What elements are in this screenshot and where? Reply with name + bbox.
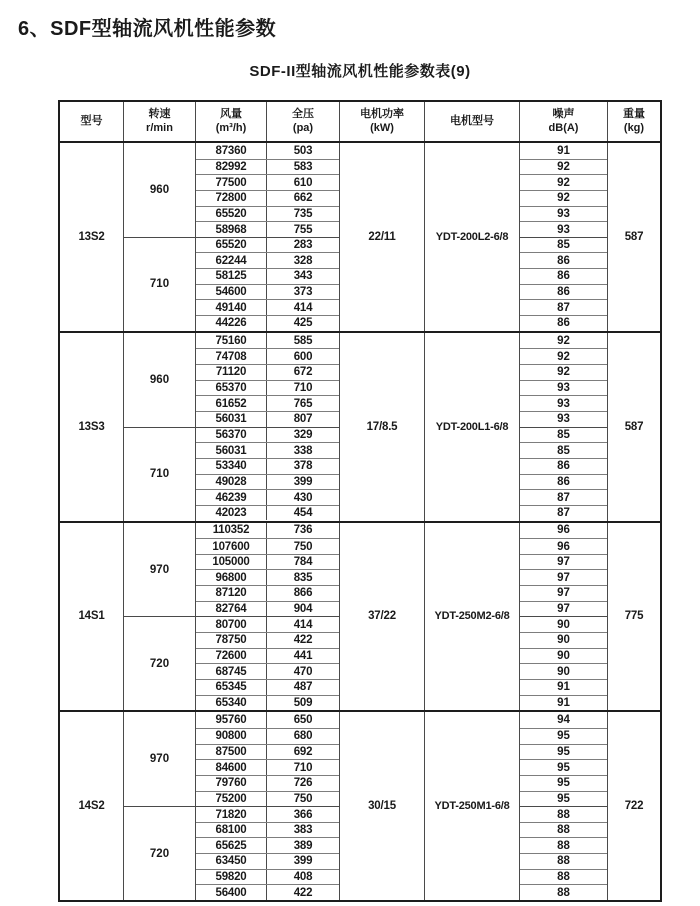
flow-cell: 74708 (196, 349, 267, 364)
flow-cell: 62244 (196, 253, 267, 268)
data-row (196, 489, 339, 505)
header-power-label: 电机功率 (360, 108, 404, 121)
noise-cell: 96 (520, 538, 607, 554)
data-row (196, 585, 339, 601)
pressure-cell: 736 (293, 524, 313, 537)
table-header-row (60, 102, 660, 143)
noise-column (520, 712, 608, 900)
data-row (196, 837, 339, 853)
flow-cell: 71820 (196, 807, 267, 822)
header-flow-unit: (m³/h) (215, 121, 247, 134)
pressure-cell: 726 (293, 777, 313, 790)
noise-cell: 87 (520, 489, 607, 505)
flow-cell: 42023 (196, 506, 267, 521)
speed-column (124, 333, 196, 521)
header-flow (196, 102, 267, 141)
flow-cell: 107600 (196, 539, 267, 554)
header-noise (520, 102, 608, 141)
data-row (196, 206, 339, 222)
data-row (196, 299, 339, 315)
noise-cell: 86 (520, 474, 607, 490)
data-row (196, 759, 339, 775)
noise-cell: 93 (520, 221, 607, 237)
pressure-cell: 866 (293, 587, 313, 600)
noise-cell: 91 (520, 695, 607, 711)
flow-cell: 56031 (196, 412, 267, 427)
noise-cell: 86 (520, 268, 607, 284)
data-row (196, 474, 339, 490)
motor-cell: YDT-200L2-6/8 (425, 143, 520, 331)
data-row (196, 284, 339, 300)
flow-cell: 54600 (196, 285, 267, 300)
noise-cell: 88 (520, 884, 607, 900)
noise-cell: 88 (520, 837, 607, 853)
pressure-cell: 680 (293, 730, 313, 743)
pressure-cell: 784 (293, 556, 313, 569)
pressure-cell: 454 (293, 507, 313, 520)
header-power (340, 102, 425, 141)
noise-column (520, 143, 608, 331)
pressure-cell: 425 (293, 317, 313, 330)
noise-cell: 97 (520, 585, 607, 601)
noise-cell: 86 (520, 315, 607, 331)
noise-cell: 97 (520, 569, 607, 585)
noise-cell: 95 (520, 791, 607, 807)
data-row (196, 348, 339, 364)
noise-cell: 95 (520, 775, 607, 791)
pressure-cell: 441 (293, 650, 313, 662)
pressure-cell: 366 (293, 808, 313, 821)
header-motor-label: 电机型号 (450, 114, 494, 127)
data-row (196, 523, 339, 539)
pressure-cell: 650 (293, 714, 313, 727)
flow-cell: 87500 (196, 745, 267, 760)
flow-cell: 65340 (196, 696, 267, 711)
flow-cell: 87120 (196, 586, 267, 601)
flow-cell: 65520 (196, 207, 267, 222)
data-row (196, 648, 339, 664)
power-cell: 22/11 (340, 143, 425, 331)
noise-cell: 85 (520, 442, 607, 458)
model-cell: 14S2 (60, 712, 124, 900)
data-row (196, 252, 339, 268)
flow-cell: 77500 (196, 175, 267, 190)
noise-cell: 95 (520, 728, 607, 744)
power-cell: 37/22 (340, 523, 425, 711)
data-row (196, 268, 339, 284)
pressure-cell: 408 (293, 871, 313, 884)
table-section-14S2 (60, 710, 660, 900)
data-row (196, 237, 339, 253)
noise-cell: 95 (520, 744, 607, 760)
flow-cell: 105000 (196, 555, 267, 570)
speed-column (124, 712, 196, 900)
weight-cell: 722 (624, 800, 644, 813)
noise-cell: 93 (520, 411, 607, 427)
pressure-cell: 904 (293, 603, 313, 616)
data-row (196, 806, 339, 822)
table-section-14S1 (60, 521, 660, 711)
data-row (196, 728, 339, 744)
header-speed (124, 102, 196, 141)
noise-cell: 95 (520, 759, 607, 775)
pressure-cell: 328 (293, 254, 313, 267)
flow-cell: 56370 (196, 428, 267, 443)
pressure-cell: 710 (293, 761, 313, 774)
noise-cell: 91 (520, 679, 607, 695)
noise-cell: 92 (557, 334, 570, 347)
power-cell: 17/8.5 (340, 333, 425, 521)
table-section-13S3 (60, 331, 660, 521)
speed-cell: 970 (149, 753, 170, 766)
model-cell: 13S2 (60, 143, 124, 331)
flow-cell: 44226 (196, 316, 267, 331)
flow-cell: 58125 (196, 269, 267, 284)
noise-cell: 93 (520, 380, 607, 396)
pressure-cell: 662 (293, 192, 313, 205)
pressure-cell: 373 (293, 286, 313, 299)
page-title: 6、SDF型轴流风机性能参数 (18, 18, 277, 40)
header-model (60, 102, 124, 141)
data-row (196, 458, 339, 474)
header-weight (608, 102, 660, 141)
data-row (196, 442, 339, 458)
pressure-cell: 710 (293, 382, 313, 395)
weight-cell: 587 (624, 230, 644, 243)
data-row (196, 159, 339, 175)
noise-cell: 90 (520, 663, 607, 679)
speed-cell: 960 (149, 183, 170, 196)
header-model-label: 型号 (80, 114, 103, 127)
data-row (196, 695, 339, 711)
header-speed-label: 转速 (148, 108, 171, 121)
data-row (196, 869, 339, 885)
flow-cell: 72600 (196, 649, 267, 664)
pressure-cell: 583 (293, 160, 313, 173)
data-row (196, 364, 339, 380)
pressure-cell: 692 (293, 745, 313, 758)
data-row (196, 663, 339, 679)
flow-cell: 82992 (196, 160, 267, 175)
table-section-13S2 (60, 143, 660, 331)
model-cell: 13S3 (60, 333, 124, 521)
noise-cell: 93 (520, 395, 607, 411)
power-cell: 30/15 (340, 712, 425, 900)
pressure-cell: 378 (293, 460, 313, 473)
noise-cell: 97 (520, 601, 607, 617)
flow-cell: 61652 (196, 396, 267, 411)
noise-cell: 85 (520, 237, 607, 253)
flow-cell: 53340 (196, 459, 267, 474)
data-row (196, 601, 339, 617)
pressure-cell: 750 (293, 792, 313, 805)
model-cell: 14S1 (60, 523, 124, 711)
speed-cell: 710 (124, 237, 195, 331)
data-row (196, 190, 339, 206)
speed-cell: 970 (149, 563, 170, 576)
data-row (196, 411, 339, 427)
noise-cell: 92 (520, 348, 607, 364)
data-row (196, 333, 339, 349)
data-row (196, 744, 339, 760)
pressure-cell: 585 (293, 334, 313, 347)
flow-cell: 56400 (196, 885, 267, 900)
header-speed-unit: r/min (146, 121, 173, 134)
speed-cell: 710 (124, 427, 195, 521)
speed-cell: 720 (124, 806, 195, 900)
data-row (196, 616, 339, 632)
speed-cell: 960 (149, 373, 170, 386)
flow-cell: 46239 (196, 490, 267, 505)
pressure-cell: 399 (293, 855, 313, 868)
motor-cell: YDT-200L1-6/8 (425, 333, 520, 521)
data-row (196, 554, 339, 570)
flow-cell: 80700 (196, 617, 267, 632)
noise-cell: 86 (520, 458, 607, 474)
data-row (196, 712, 339, 728)
pressure-cell: 399 (293, 475, 313, 488)
pressure-cell: 487 (293, 681, 313, 694)
speed-cell: 720 (124, 616, 195, 710)
noise-cell: 94 (557, 714, 570, 727)
noise-cell: 87 (520, 299, 607, 315)
pressure-cell: 509 (293, 696, 313, 709)
data-row (196, 221, 339, 237)
noise-cell: 97 (520, 554, 607, 570)
data-row (196, 395, 339, 411)
flow-cell: 71120 (196, 365, 267, 380)
speed-column (124, 523, 196, 711)
data-row (196, 174, 339, 190)
noise-cell: 90 (520, 616, 607, 632)
header-weight-label: 重量 (623, 108, 645, 121)
pressure-cell: 835 (293, 571, 313, 584)
pressure-cell: 383 (293, 824, 313, 837)
pressure-cell: 283 (293, 239, 313, 252)
flow-cell: 87360 (196, 143, 267, 159)
flow-cell: 65625 (196, 838, 267, 853)
data-row (196, 380, 339, 396)
noise-cell: 86 (520, 252, 607, 268)
flow-cell: 65520 (196, 238, 267, 253)
performance-table (58, 100, 662, 902)
flow-pressure-column (196, 712, 340, 900)
motor-cell: YDT-250M2-6/8 (425, 523, 520, 711)
data-row (196, 822, 339, 838)
flow-cell: 65370 (196, 381, 267, 396)
noise-column (520, 523, 608, 711)
data-row (196, 505, 339, 521)
weight-cell: 587 (624, 420, 644, 433)
table-subtitle: SDF-II型轴流风机性能参数表(9) (249, 63, 471, 80)
pressure-cell: 470 (293, 665, 313, 678)
flow-cell: 110352 (196, 523, 267, 539)
flow-cell: 75200 (196, 792, 267, 807)
noise-cell: 90 (520, 632, 607, 648)
flow-pressure-column (196, 333, 340, 521)
flow-cell: 56031 (196, 443, 267, 458)
flow-cell: 49028 (196, 475, 267, 490)
pressure-cell: 414 (293, 618, 313, 631)
data-row (196, 884, 339, 900)
noise-cell: 88 (520, 853, 607, 869)
flow-cell: 79760 (196, 776, 267, 791)
pressure-cell: 750 (293, 540, 313, 553)
data-row (196, 427, 339, 443)
flow-pressure-column (196, 143, 340, 331)
speed-column (124, 143, 196, 331)
pressure-cell: 672 (293, 366, 313, 379)
motor-cell: YDT-250M1-6/8 (425, 712, 520, 900)
noise-cell: 88 (520, 869, 607, 885)
pressure-cell: 422 (293, 634, 313, 647)
data-row (196, 632, 339, 648)
flow-cell: 96800 (196, 570, 267, 585)
pressure-cell: 389 (293, 839, 313, 852)
flow-cell: 59820 (196, 870, 267, 885)
data-row (196, 538, 339, 554)
noise-cell: 88 (520, 806, 607, 822)
flow-cell: 58968 (196, 222, 267, 237)
header-noise-unit: dB(A) (548, 121, 579, 134)
pressure-cell: 338 (293, 444, 313, 457)
data-row (196, 569, 339, 585)
flow-pressure-column (196, 523, 340, 711)
pressure-cell: 414 (293, 301, 313, 314)
noise-cell: 96 (557, 524, 570, 537)
flow-cell: 65345 (196, 680, 267, 695)
pressure-cell: 343 (293, 270, 313, 283)
noise-cell: 92 (520, 364, 607, 380)
data-row (196, 315, 339, 331)
header-weight-unit: (kg) (623, 121, 645, 134)
flow-cell: 49140 (196, 300, 267, 315)
flow-cell: 84600 (196, 760, 267, 775)
pressure-cell: 765 (293, 397, 313, 410)
noise-cell: 87 (520, 505, 607, 521)
header-power-unit: (kW) (370, 121, 394, 134)
noise-cell: 91 (557, 144, 570, 157)
flow-cell: 68100 (196, 823, 267, 838)
table-body (60, 143, 660, 900)
noise-cell: 85 (520, 427, 607, 443)
noise-cell: 92 (520, 159, 607, 175)
pressure-cell: 430 (293, 491, 313, 504)
weight-cell: 775 (624, 610, 644, 623)
header-noise-label: 噪声 (552, 108, 575, 121)
flow-cell: 75160 (196, 333, 267, 349)
pressure-cell: 755 (293, 223, 313, 236)
pressure-cell: 610 (293, 176, 313, 189)
flow-cell: 72800 (196, 191, 267, 206)
noise-cell: 86 (520, 284, 607, 300)
flow-cell: 95760 (196, 712, 267, 728)
noise-column (520, 333, 608, 521)
header-motor (425, 102, 520, 141)
flow-cell: 63450 (196, 854, 267, 869)
data-row (196, 791, 339, 807)
flow-cell: 82764 (196, 602, 267, 617)
header-pressure-label: 全压 (292, 108, 314, 121)
data-row (196, 679, 339, 695)
data-row (196, 853, 339, 869)
data-row (196, 143, 339, 159)
flow-cell: 68745 (196, 664, 267, 679)
pressure-cell: 807 (293, 413, 313, 426)
data-row (196, 775, 339, 791)
pressure-cell: 422 (293, 886, 313, 899)
header-pressure-unit: (pa) (292, 121, 314, 134)
header-pressure (267, 102, 340, 141)
noise-cell: 92 (520, 190, 607, 206)
flow-cell: 90800 (196, 729, 267, 744)
pressure-cell: 503 (293, 144, 313, 157)
pressure-cell: 600 (293, 350, 313, 363)
flow-cell: 78750 (196, 633, 267, 648)
noise-cell: 90 (520, 648, 607, 664)
noise-cell: 88 (520, 822, 607, 838)
pressure-cell: 735 (293, 207, 313, 220)
header-flow-label: 风量 (220, 108, 242, 121)
noise-cell: 92 (520, 174, 607, 190)
pressure-cell: 329 (293, 428, 313, 441)
noise-cell: 93 (520, 206, 607, 222)
